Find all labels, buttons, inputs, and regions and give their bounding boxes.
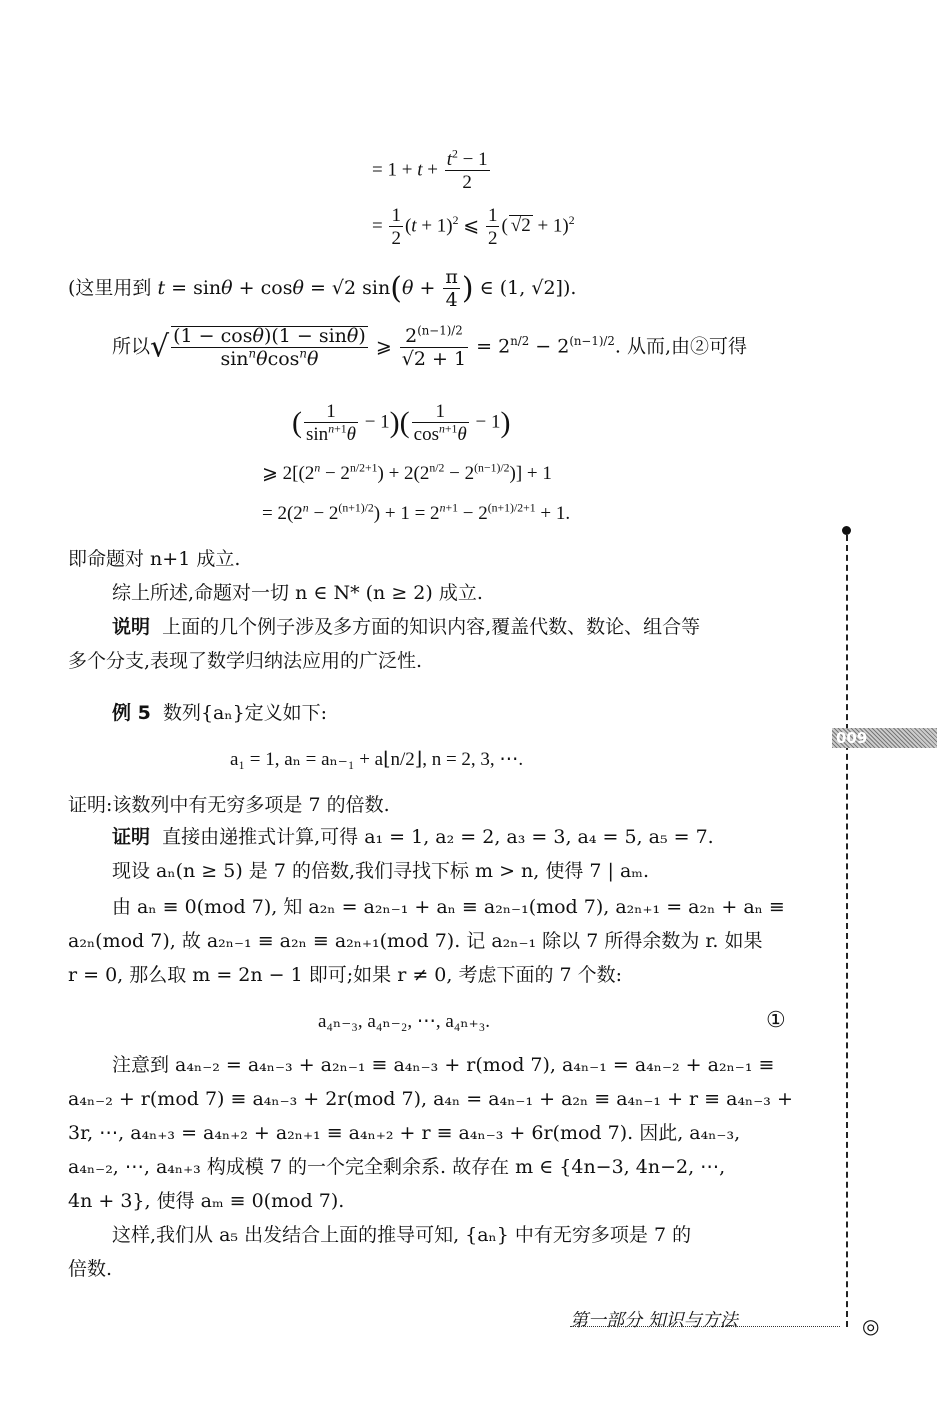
paragraph-line-18: a₂ₙ(mod 7), 故 a₂ₙ₋₁ ≡ a₂ₙ ≡ a₂ₙ₊₁(mod 7). 记 a₂ₙ₋₁ 除以 7 所得余数为 r. 如果 (68, 930, 763, 952)
equation-tag: ① (766, 1008, 786, 1033)
example-label: 例 5 (112, 702, 151, 724)
paragraph-line-8: 即命题对 n+1 成立. (68, 548, 241, 570)
paragraph-line-12: 例 5 数列{aₙ}定义如下: (112, 702, 328, 724)
paragraph-line-21: 注意到 a₄ₙ₋₂ = a₄ₙ₋₃ + a₂ₙ₋₁ ≡ a₄ₙ₋₃ + r(mod 7), a₄ₙ₋₁ = a₄ₙ₋₂ + a₂ₙ₋₁ ≡ (112, 1054, 775, 1076)
paragraph-line-10: 说明 上面的几个例子涉及多方面的知识内容,覆盖代数、数论、组合等 (112, 616, 701, 638)
paragraph-line-25: 4n + 3}, 使得 aₘ ≡ 0(mod 7). (68, 1190, 345, 1212)
paragraph-line-23: 3r, ⋯, a₄ₙ₊₃ = a₄ₙ₊₂ + a₂ₙ₊₁ ≡ a₄ₙ₊₂ + r ≡ a₄ₙ₋₃ + 6r(mod 7). 因此, a₄ₙ₋₃, (68, 1122, 741, 1144)
footer-rule (570, 1326, 840, 1327)
paragraph-line-16: 现设 aₙ(n ≥ 5) 是 7 的倍数,我们寻找下标 m > n, 使得 7 | aₘ. (112, 860, 649, 882)
paragraph-line-14: 证明:该数列中有无穷多项是 7 的倍数. (68, 794, 390, 816)
paragraph-line-15: 证明 直接由递推式计算,可得 a₁ = 1, a₂ = 2, a₃ = 3, a₄ = 5, a₅ = 7. (112, 826, 714, 848)
paragraph-line-3: (这里用到 t = sinθ + cosθ = √2 sin(θ + $\frac{\pi}{4}$ ) ∈ (1, √2]). (68, 266, 577, 311)
margin-dot (842, 526, 851, 535)
note-label: 说明 (112, 616, 151, 638)
footer-circle-icon: ◎ (862, 1314, 880, 1338)
proof-label: 证明 (112, 826, 151, 848)
equation-line-13: a₁ = 1, aₙ = aₙ₋₁ + a⌊n/2⌋, n = 2, 3, ⋯. (230, 749, 524, 770)
equation-line-20: a₄ₙ₋₃, a₄ₙ₋₂, ⋯, a₄ₙ₊₃. (318, 1011, 491, 1032)
paragraph-line-27: 倍数. (68, 1258, 113, 1280)
equation-line-7: = $2(2^n - 2^{(n+1)/2}) + 1 = 2^{n+1} - 2^{(n+1)/2+1} + 1$. (262, 501, 571, 524)
equation-line-1: = 1 + t + $\frac{t^2 - 1}{2}$ (372, 147, 488, 193)
page-number-tab: 009 (832, 728, 937, 748)
paragraph-line-22: a₄ₙ₋₂ + r(mod 7) ≡ a₄ₙ₋₃ + 2r(mod 7), a₄ₙ = a₄ₙ₋₁ + a₂ₙ ≡ a₄ₙ₋₁ + r ≡ a₄ₙ₋₃ + (68, 1088, 793, 1110)
paragraph-line-11: 多个分支,表现了数学归纳法应用的广泛性. (68, 650, 423, 672)
paragraph-line-24: a₄ₙ₋₂, ⋯, a₄ₙ₊₃ 构成模 7 的一个完全剩余系. 故存在 m ∈ {4n−3, 4n−2, ⋯, (68, 1156, 726, 1178)
margin-dashed-line (846, 535, 848, 1327)
paragraph-line-9: 综上所述,命题对一切 n ∈ N* (n ≥ 2) 成立. (112, 582, 483, 604)
paragraph-line-17: 由 aₙ ≡ 0(mod 7), 知 a₂ₙ = a₂ₙ₋₁ + aₙ ≡ a₂ₙ₋₁(mod 7), a₂ₙ₊₁ = a₂ₙ + aₙ ≡ (112, 896, 785, 918)
equation-line-6: ⩾ $2[(2^n - 2^{n/2+1}) + 2(2^{n/2} - 2^{(n-1)/2})] + 1$ (262, 461, 552, 484)
equation-line-5: ( $\frac{1}{\sin^{n+1}\theta}$ − 1)( $\frac{1}{\cos^{n+1}\theta}$ − 1) (292, 401, 511, 445)
equation-line-2: = $\frac{1}{2}$ $(t + 1)^2$ ⩽ $\frac{1}{2}$ ( √2 + 1)$^2$ (372, 205, 575, 249)
paragraph-line-26: 这样,我们从 a₅ 出发结合上面的推导可知, {aₙ} 中有无穷多项是 7 的 (112, 1224, 692, 1246)
running-footer: 第一部分 知识与方法 (570, 1310, 738, 1331)
paragraph-line-19: r = 0, 那么取 m = 2n − 1 即可;如果 r ≠ 0, 考虑下面的 7 个数: (68, 964, 623, 986)
paragraph-line-4: 所以√ $\frac{(1 - \cos\theta)(1 - \sin\theta)}{\sin^n\theta\cos^n\theta}$ ⩾ $\frac{2^{(n-1)/2}}{√2 + 1}$ = $2^{n/2} - 2^{(n-1)/2}$. 从而,由②可得 (112, 323, 747, 370)
